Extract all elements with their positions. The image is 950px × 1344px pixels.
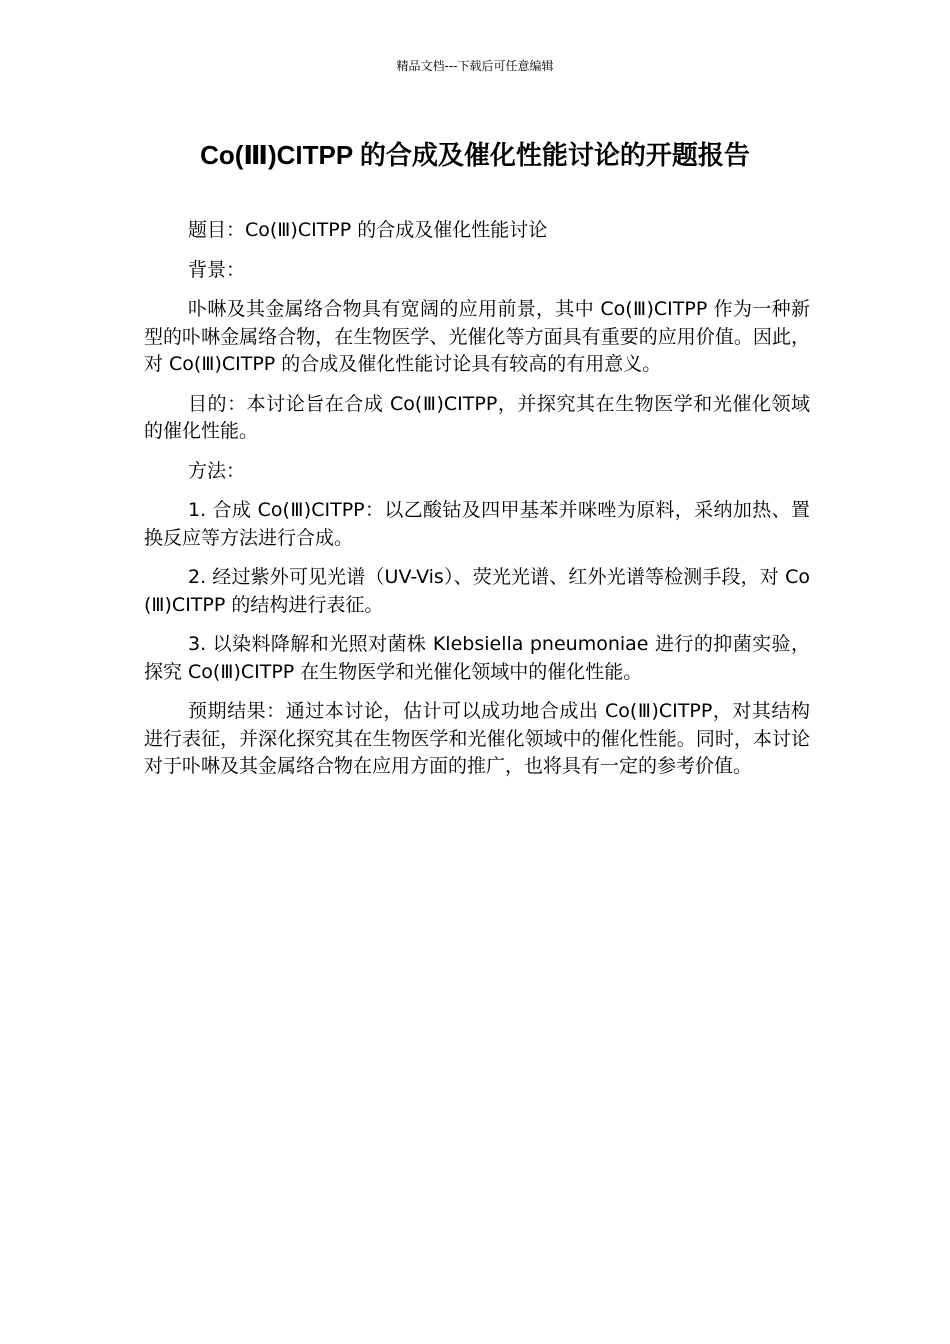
paragraph-background-heading: 背景： bbox=[188, 258, 246, 281]
paragraph-method-3: 3. 以染料降解和光照对菌株 Klebsiella pneumoniae 进行的抑菌实验，探究 Co(Ⅲ)CITPP 在生物医学和光催化领域中的催化性能。 bbox=[144, 633, 810, 683]
paragraph-method-1: 1. 合成 Co(Ⅲ)CITPP：以乙酸钴及四甲基苯并咪唑为原料，采纳加热、置换反应等方法进行合成。 bbox=[144, 499, 810, 549]
paragraph-methods-heading: 方法： bbox=[188, 459, 246, 482]
paragraph-expected-results: 预期结果：通过本讨论，估计可以成功地合成出 Co(Ⅲ)CITPP，对其结构进行表征，并深化探究其在生物医学和光催化领域中的催化性能。同时，本讨论对于卟啉及其金属络合物在应用方面的推广，也将具有一定的参考价值。 bbox=[144, 700, 810, 777]
paragraph-purpose: 目的：本讨论旨在合成 Co(Ⅲ)CITPP，并探究其在生物医学和光催化领域的催化性能。 bbox=[144, 392, 810, 442]
document-body bbox=[144, 217, 810, 793]
document-title: Co(Ⅲ)CITPP 的合成及催化性能讨论的开题报告 bbox=[200, 140, 750, 170]
paragraph-topic: 题目：Co(Ⅲ)CITPP 的合成及催化性能讨论 bbox=[188, 219, 548, 241]
header-note: 精品文档---下载后可任意编辑 bbox=[396, 59, 554, 73]
paragraph-method-2: 2. 经过紫外可见光谱（UV-Vis）、荧光光谱、红外光谱等检测手段，对 Co(Ⅲ)CITPP 的结构进行表征。 bbox=[144, 566, 810, 616]
paragraph-background: 卟啉及其金属络合物具有宽阔的应用前景，其中 Co(Ⅲ)CITPP 作为一种新型的卟啉金属络合物，在生物医学、光催化等方面具有重要的应用价值。因此，对 Co(Ⅲ)CITPP 的合成及催化性能讨论具有较高的有用意义。 bbox=[144, 298, 810, 375]
